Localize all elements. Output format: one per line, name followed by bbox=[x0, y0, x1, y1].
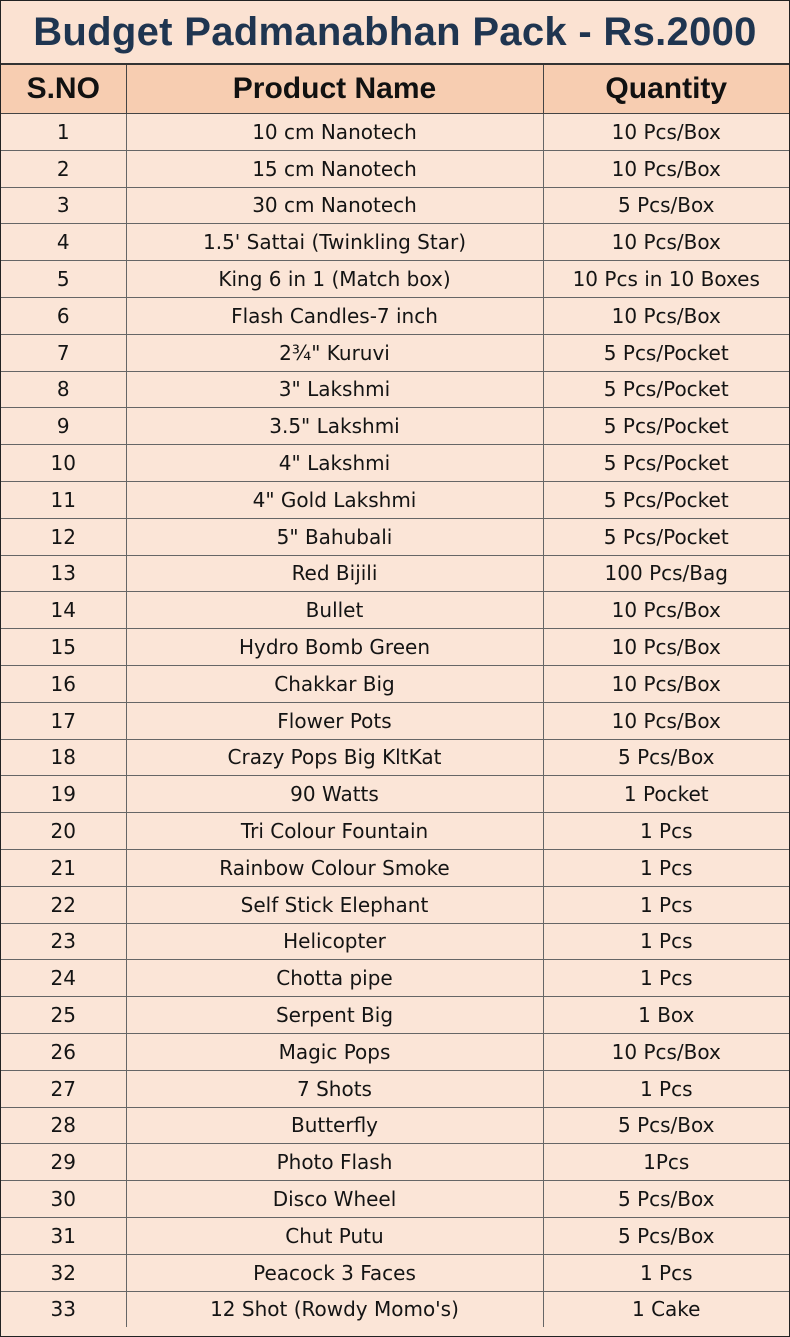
row-quantity: 5 Pcs/Box bbox=[543, 1107, 789, 1144]
row-product-name: Butterfly bbox=[126, 1107, 543, 1144]
row-product-name: Chut Putu bbox=[126, 1217, 543, 1254]
row-product-name: Disco Wheel bbox=[126, 1181, 543, 1218]
row-sno: 7 bbox=[1, 334, 126, 371]
product-table bbox=[1, 65, 789, 1327]
table-row bbox=[1, 371, 789, 408]
row-product-name: 3.5" Lakshmi bbox=[126, 408, 543, 445]
row-quantity: 5 Pcs/Pocket bbox=[543, 518, 789, 555]
table-row bbox=[1, 849, 789, 886]
row-quantity: 5 Pcs/Box bbox=[543, 187, 789, 224]
header-quantity: Quantity bbox=[543, 65, 789, 114]
row-sno: 28 bbox=[1, 1107, 126, 1144]
row-sno: 6 bbox=[1, 297, 126, 334]
table-row bbox=[1, 334, 789, 371]
row-sno: 25 bbox=[1, 997, 126, 1034]
row-product-name: Photo Flash bbox=[126, 1144, 543, 1181]
row-quantity: 5 Pcs/Box bbox=[543, 739, 789, 776]
table-row bbox=[1, 297, 789, 334]
row-product-name: Serpent Big bbox=[126, 997, 543, 1034]
row-quantity: 1 Pcs bbox=[543, 960, 789, 997]
row-quantity: 10 Pcs/Box bbox=[543, 224, 789, 261]
row-product-name: 4" Lakshmi bbox=[126, 445, 543, 482]
row-sno: 18 bbox=[1, 739, 126, 776]
table-row bbox=[1, 555, 789, 592]
row-quantity: 5 Pcs/Pocket bbox=[543, 371, 789, 408]
row-sno: 31 bbox=[1, 1217, 126, 1254]
table-row bbox=[1, 1033, 789, 1070]
row-product-name: Chotta pipe bbox=[126, 960, 543, 997]
table-row bbox=[1, 261, 789, 298]
row-sno: 19 bbox=[1, 776, 126, 813]
row-quantity: 10 Pcs/Box bbox=[543, 702, 789, 739]
row-product-name: Self Stick Elephant bbox=[126, 886, 543, 923]
row-quantity: 1 Pcs bbox=[543, 813, 789, 850]
table-row bbox=[1, 518, 789, 555]
row-sno: 11 bbox=[1, 481, 126, 518]
row-quantity: 1 Pcs bbox=[543, 1070, 789, 1107]
row-quantity: 5 Pcs/Pocket bbox=[543, 334, 789, 371]
table-row bbox=[1, 592, 789, 629]
table-row bbox=[1, 1107, 789, 1144]
table-row bbox=[1, 702, 789, 739]
row-product-name: Flower Pots bbox=[126, 702, 543, 739]
row-product-name: 2¾" Kuruvi bbox=[126, 334, 543, 371]
row-product-name: Hydro Bomb Green bbox=[126, 629, 543, 666]
row-quantity: 1 Pcs bbox=[543, 1254, 789, 1291]
row-product-name: Red Bijili bbox=[126, 555, 543, 592]
row-product-name: Bullet bbox=[126, 592, 543, 629]
row-product-name: 15 cm Nanotech bbox=[126, 150, 543, 187]
table-row bbox=[1, 665, 789, 702]
table-row bbox=[1, 1181, 789, 1218]
row-sno: 1 bbox=[1, 114, 126, 151]
row-quantity: 1 Pocket bbox=[543, 776, 789, 813]
row-product-name: Crazy Pops Big KltKat bbox=[126, 739, 543, 776]
pack-title: Budget Padmanabhan Pack - Rs.2000 bbox=[1, 1, 789, 65]
row-sno: 2 bbox=[1, 150, 126, 187]
row-sno: 22 bbox=[1, 886, 126, 923]
row-product-name: 5" Bahubali bbox=[126, 518, 543, 555]
table-row bbox=[1, 408, 789, 445]
table-row bbox=[1, 813, 789, 850]
row-sno: 13 bbox=[1, 555, 126, 592]
table-row bbox=[1, 187, 789, 224]
table-row bbox=[1, 739, 789, 776]
row-quantity: 1 Pcs bbox=[543, 886, 789, 923]
row-quantity: 5 Pcs/Pocket bbox=[543, 445, 789, 482]
table-row bbox=[1, 923, 789, 960]
row-sno: 30 bbox=[1, 1181, 126, 1218]
table-row bbox=[1, 481, 789, 518]
table-row bbox=[1, 445, 789, 482]
row-product-name: King 6 in 1 (Match box) bbox=[126, 261, 543, 298]
table-row bbox=[1, 776, 789, 813]
row-sno: 14 bbox=[1, 592, 126, 629]
row-sno: 21 bbox=[1, 849, 126, 886]
row-quantity: 1 Pcs bbox=[543, 849, 789, 886]
row-quantity: 1 Box bbox=[543, 997, 789, 1034]
row-sno: 4 bbox=[1, 224, 126, 261]
row-product-name: 90 Watts bbox=[126, 776, 543, 813]
row-quantity: 10 Pcs/Box bbox=[543, 665, 789, 702]
row-product-name: Rainbow Colour Smoke bbox=[126, 849, 543, 886]
row-product-name: 12 Shot (Rowdy Momo's) bbox=[126, 1291, 543, 1327]
table-row bbox=[1, 224, 789, 261]
row-quantity: 100 Pcs/Bag bbox=[543, 555, 789, 592]
table-row bbox=[1, 886, 789, 923]
row-sno: 26 bbox=[1, 1033, 126, 1070]
row-product-name: Helicopter bbox=[126, 923, 543, 960]
table-row bbox=[1, 1254, 789, 1291]
row-sno: 8 bbox=[1, 371, 126, 408]
row-product-name: Magic Pops bbox=[126, 1033, 543, 1070]
row-quantity: 10 Pcs/Box bbox=[543, 297, 789, 334]
header-row bbox=[1, 65, 789, 114]
row-sno: 29 bbox=[1, 1144, 126, 1181]
row-product-name: Flash Candles-7 inch bbox=[126, 297, 543, 334]
table-row bbox=[1, 1217, 789, 1254]
row-sno: 12 bbox=[1, 518, 126, 555]
row-quantity: 5 Pcs/Box bbox=[543, 1217, 789, 1254]
table-body bbox=[1, 114, 789, 1328]
row-sno: 16 bbox=[1, 665, 126, 702]
row-quantity: 10 Pcs/Box bbox=[543, 1033, 789, 1070]
row-product-name: Tri Colour Fountain bbox=[126, 813, 543, 850]
row-quantity: 1 Pcs bbox=[543, 923, 789, 960]
row-sno: 32 bbox=[1, 1254, 126, 1291]
row-sno: 5 bbox=[1, 261, 126, 298]
row-quantity: 10 Pcs/Box bbox=[543, 629, 789, 666]
header-product-name: Product Name bbox=[126, 65, 543, 114]
row-sno: 33 bbox=[1, 1291, 126, 1327]
row-quantity: 10 Pcs/Box bbox=[543, 150, 789, 187]
row-sno: 27 bbox=[1, 1070, 126, 1107]
row-sno: 9 bbox=[1, 408, 126, 445]
row-quantity: 5 Pcs/Pocket bbox=[543, 408, 789, 445]
row-sno: 3 bbox=[1, 187, 126, 224]
row-product-name: 7 Shots bbox=[126, 1070, 543, 1107]
row-quantity: 10 Pcs in 10 Boxes bbox=[543, 261, 789, 298]
row-product-name: 30 cm Nanotech bbox=[126, 187, 543, 224]
table-row bbox=[1, 1144, 789, 1181]
row-product-name: Chakkar Big bbox=[126, 665, 543, 702]
row-product-name: 10 cm Nanotech bbox=[126, 114, 543, 151]
row-sno: 15 bbox=[1, 629, 126, 666]
row-sno: 20 bbox=[1, 813, 126, 850]
row-quantity: 10 Pcs/Box bbox=[543, 592, 789, 629]
table-row bbox=[1, 114, 789, 151]
table-row bbox=[1, 150, 789, 187]
table-row bbox=[1, 1070, 789, 1107]
table-row bbox=[1, 997, 789, 1034]
table-row bbox=[1, 1291, 789, 1327]
row-quantity: 5 Pcs/Pocket bbox=[543, 481, 789, 518]
row-quantity: 1 Cake bbox=[543, 1291, 789, 1327]
row-sno: 24 bbox=[1, 960, 126, 997]
row-product-name: 3" Lakshmi bbox=[126, 371, 543, 408]
row-quantity: 10 Pcs/Box bbox=[543, 114, 789, 151]
table-row bbox=[1, 960, 789, 997]
row-sno: 23 bbox=[1, 923, 126, 960]
header-sno: S.NO bbox=[1, 65, 126, 114]
row-product-name: 1.5' Sattai (Twinkling Star) bbox=[126, 224, 543, 261]
table-row bbox=[1, 629, 789, 666]
row-product-name: Peacock 3 Faces bbox=[126, 1254, 543, 1291]
row-sno: 17 bbox=[1, 702, 126, 739]
row-quantity: 5 Pcs/Box bbox=[543, 1181, 789, 1218]
row-quantity: 1Pcs bbox=[543, 1144, 789, 1181]
row-product-name: 4" Gold Lakshmi bbox=[126, 481, 543, 518]
row-sno: 10 bbox=[1, 445, 126, 482]
